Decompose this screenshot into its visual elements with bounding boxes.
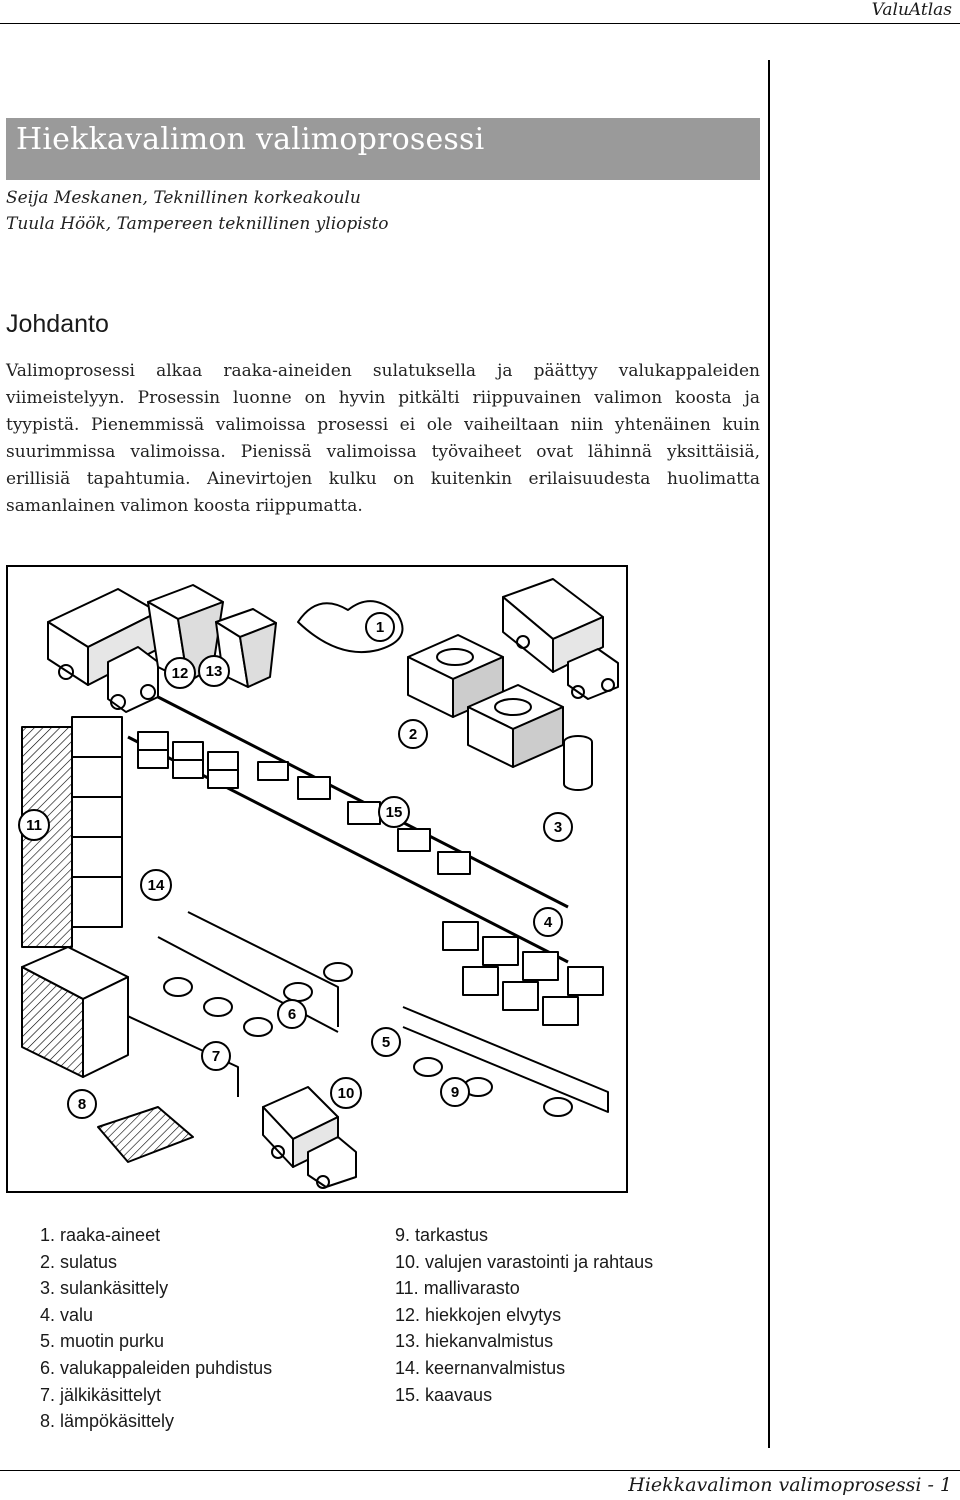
svg-text:10: 10 (337, 1085, 355, 1102)
badge-2 (399, 720, 427, 748)
svg-text:5: 5 (381, 1034, 391, 1051)
author-line: Tuula Höök, Tampereen teknillinen yliopisto (6, 214, 389, 234)
legend-item: 14. keernanvalmistus (395, 1357, 566, 1378)
badge-11 (19, 810, 49, 840)
truck-topright (503, 579, 618, 699)
truck-topleft (48, 589, 158, 712)
badge-1 (366, 613, 394, 641)
badge-13 (199, 656, 229, 686)
badge-14 (141, 870, 171, 900)
header-rule (0, 23, 960, 24)
svg-text:4: 4 (543, 914, 553, 931)
side-margin-rule (768, 60, 770, 1448)
section-heading: Johdanto (6, 310, 109, 338)
authors (6, 185, 389, 237)
foundry-drawing (8, 567, 626, 1191)
header-brand: ValuAtlas (871, 0, 952, 20)
author-line: Seija Meskanen, Teknillinen korkeakoulu (6, 188, 361, 208)
legend-item: 7. jälkikäsittelyt (40, 1384, 162, 1405)
svg-text:11: 11 (26, 817, 42, 834)
badge-6 (278, 1000, 306, 1028)
legend-item: 5. muotin purku (40, 1331, 165, 1352)
svg-text:8: 8 (77, 1096, 87, 1113)
badge-12 (165, 658, 195, 688)
badge-4 (534, 908, 562, 936)
footer-rule (0, 1470, 960, 1471)
legend-item: 15. kaavaus (395, 1384, 493, 1405)
svg-text:15: 15 (385, 804, 403, 821)
legend-item: 3. sulankäsittely (40, 1278, 169, 1299)
svg-text:6: 6 (287, 1006, 297, 1023)
badge-10 (331, 1078, 361, 1108)
legend-right-column (395, 1222, 653, 1408)
svg-text:3: 3 (553, 819, 563, 836)
partition-walls (108, 912, 608, 1112)
footer-page-label: Hiekkavalimon valimoprosessi - 1 (628, 1474, 952, 1496)
svg-text:14: 14 (147, 877, 165, 894)
badge-8 (68, 1090, 96, 1118)
heat-treatment-container (22, 947, 128, 1077)
svg-text:13: 13 (205, 663, 223, 680)
pallet (98, 1107, 193, 1162)
legend-item: 1. raaka-aineet (40, 1225, 161, 1245)
legend-item: 10. valujen varastointi ja rahtaus (395, 1251, 654, 1272)
legend-item: 2. sulatus (40, 1251, 118, 1272)
legend-item: 13. hiekanvalmistus (395, 1331, 554, 1352)
legend-item: 6. valukappaleiden puhdistus (40, 1357, 273, 1378)
legend-item: 4. valu (40, 1304, 94, 1325)
legend-left-column (40, 1222, 272, 1435)
title-band (6, 118, 760, 180)
svg-text:1: 1 (375, 619, 385, 636)
svg-text:2: 2 (408, 726, 418, 743)
legend-item: 12. hiekkojen elvytys (395, 1304, 562, 1325)
svg-text:9: 9 (450, 1084, 460, 1101)
badge-9 (441, 1078, 469, 1106)
foundry-process-illustration (6, 565, 628, 1193)
mold-boxes (138, 732, 470, 874)
svg-text:12: 12 (171, 665, 189, 682)
svg-text:7: 7 (211, 1048, 221, 1065)
legend-item: 9. tarkastus (395, 1225, 489, 1245)
page-title: Hiekkavalimon valimoprosessi (16, 122, 485, 157)
intro-paragraph: Valimoprosessi alkaa raaka-aineiden sulatuksella ja päättyy valukappaleiden viimeistelyyn. Prosessin luonne on hyvin pitkälti riippuvainen valimon koosta ja tyypistä. Pienemmissä valimoissa prosessi ei ole vaiheiltaan niin yhtenäinen kuin suurimmissa valimoissa. Pienissä valimoissa työvaiheet ovat lähinnä yksittäisiä, erillisiä tapahtumia. Ainevirtojen kulku on kuitenkin erilaisuudesta huolimatta samanlainen valimon koosta riippumatta. (6, 361, 760, 516)
badge-3 (544, 813, 572, 841)
badge-5 (372, 1028, 400, 1056)
legend-item: 8. lämpökäsittely (40, 1411, 175, 1432)
badge-7 (202, 1042, 230, 1070)
legend-item: 11. mallivarasto (395, 1278, 520, 1299)
badge-15 (379, 797, 409, 827)
